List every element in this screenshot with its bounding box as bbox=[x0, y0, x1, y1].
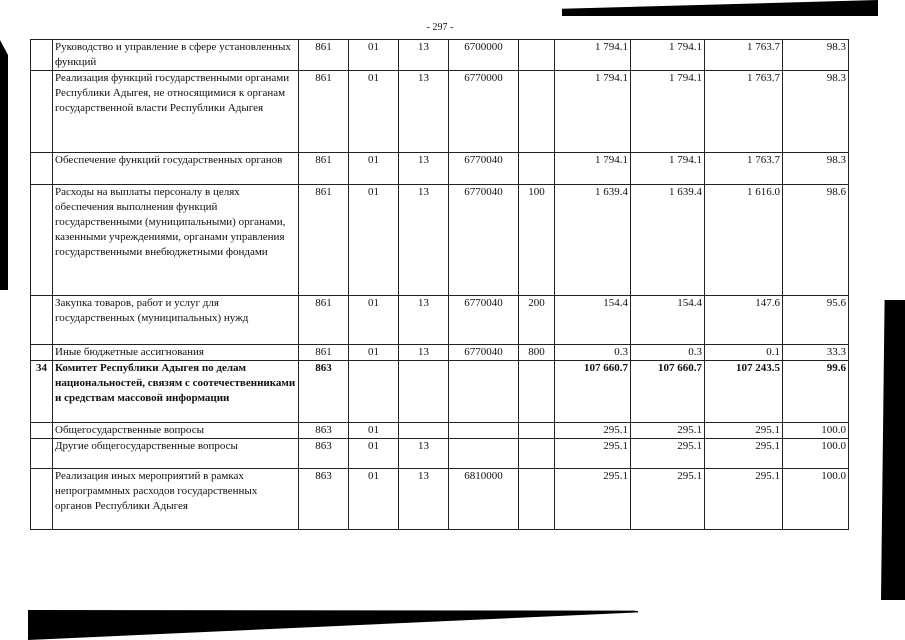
subsection-code: 13 bbox=[399, 469, 449, 530]
ved-code: 861 bbox=[299, 71, 349, 153]
section-code: 01 bbox=[349, 40, 399, 71]
row-name: Обеспечение функций государственных органов bbox=[53, 153, 299, 185]
subsection-code: 13 bbox=[399, 345, 449, 361]
row-name: Реализация иных мероприятий в рамках непрограммных расходов государственных органов Республики Адыгея bbox=[53, 469, 299, 530]
row-name: Расходы на выплаты персоналу в целях обеспечения выполнения функций государственными (муниципальными) органами, казенными учреждениями, органами управления государственными внебюджетными фондами bbox=[53, 185, 299, 296]
approved-amount: 295.1 bbox=[555, 423, 631, 439]
row-name: Руководство и управление в сфере установленных функций bbox=[53, 40, 299, 71]
row-number bbox=[31, 296, 53, 345]
subsection-code bbox=[399, 423, 449, 439]
executed-amount: 295.1 bbox=[705, 423, 783, 439]
executed-amount: 0.1 bbox=[705, 345, 783, 361]
row-number bbox=[31, 439, 53, 469]
ved-code: 861 bbox=[299, 185, 349, 296]
table-row bbox=[31, 469, 849, 530]
expense-type-code bbox=[519, 40, 555, 71]
execution-percent: 99.6 bbox=[783, 361, 849, 423]
executed-amount: 295.1 bbox=[705, 439, 783, 469]
scan-artifact-bottom bbox=[28, 610, 638, 640]
executed-amount: 1 763.7 bbox=[705, 71, 783, 153]
row-name: Иные бюджетные ассигнования bbox=[53, 345, 299, 361]
ved-code: 861 bbox=[299, 345, 349, 361]
expense-type-code: 100 bbox=[519, 185, 555, 296]
expense-type-code bbox=[519, 423, 555, 439]
revised-amount: 295.1 bbox=[631, 423, 705, 439]
section-code: 01 bbox=[349, 439, 399, 469]
row-number bbox=[31, 423, 53, 439]
section-code bbox=[349, 361, 399, 423]
expense-type-code bbox=[519, 153, 555, 185]
expense-type-code: 800 bbox=[519, 345, 555, 361]
section-code: 01 bbox=[349, 423, 399, 439]
subsection-code: 13 bbox=[399, 439, 449, 469]
target-article-code: 6770040 bbox=[449, 153, 519, 185]
ved-code: 863 bbox=[299, 469, 349, 530]
revised-amount: 295.1 bbox=[631, 439, 705, 469]
ved-code: 861 bbox=[299, 40, 349, 71]
section-code: 01 bbox=[349, 153, 399, 185]
execution-percent: 33.3 bbox=[783, 345, 849, 361]
subsection-code: 13 bbox=[399, 40, 449, 71]
executed-amount: 1 763.7 bbox=[705, 153, 783, 185]
ved-code: 863 bbox=[299, 439, 349, 469]
revised-amount: 1 794.1 bbox=[631, 71, 705, 153]
revised-amount: 154.4 bbox=[631, 296, 705, 345]
scan-artifact-left bbox=[0, 40, 8, 290]
target-article-code: 6770000 bbox=[449, 71, 519, 153]
executed-amount: 1 616.0 bbox=[705, 185, 783, 296]
table-row bbox=[31, 71, 849, 153]
executed-amount: 295.1 bbox=[705, 469, 783, 530]
ved-code: 861 bbox=[299, 296, 349, 345]
row-number bbox=[31, 71, 53, 153]
target-article-code bbox=[449, 423, 519, 439]
row-name: Закупка товаров, работ и услуг для государственных (муниципальных) нужд bbox=[53, 296, 299, 345]
row-number bbox=[31, 185, 53, 296]
section-code: 01 bbox=[349, 345, 399, 361]
subsection-code: 13 bbox=[399, 71, 449, 153]
row-name: Другие общегосударственные вопросы bbox=[53, 439, 299, 469]
execution-percent: 98.3 bbox=[783, 40, 849, 71]
revised-amount: 1 639.4 bbox=[631, 185, 705, 296]
page-number: - 297 - bbox=[426, 22, 454, 33]
ved-code: 863 bbox=[299, 423, 349, 439]
table-row bbox=[31, 296, 849, 345]
target-article-code bbox=[449, 439, 519, 469]
approved-amount: 1 794.1 bbox=[555, 71, 631, 153]
table-row bbox=[31, 361, 849, 423]
approved-amount: 107 660.7 bbox=[555, 361, 631, 423]
approved-amount: 1 794.1 bbox=[555, 153, 631, 185]
ved-code: 861 bbox=[299, 153, 349, 185]
scan-artifact-top bbox=[562, 0, 878, 16]
approved-amount: 1 639.4 bbox=[555, 185, 631, 296]
execution-percent: 100.0 bbox=[783, 439, 849, 469]
section-code: 01 bbox=[349, 71, 399, 153]
subsection-code: 13 bbox=[399, 296, 449, 345]
execution-percent: 98.3 bbox=[783, 153, 849, 185]
subsection-code bbox=[399, 361, 449, 423]
row-name: Реализация функций государственными органами Республики Адыгея, не относящимися к органам государственной власти Республики Адыгея bbox=[53, 71, 299, 153]
row-number: 34 bbox=[31, 361, 53, 423]
scan-artifact-right bbox=[881, 300, 905, 600]
ved-code: 863 bbox=[299, 361, 349, 423]
execution-percent: 100.0 bbox=[783, 469, 849, 530]
expense-type-code bbox=[519, 71, 555, 153]
approved-amount: 295.1 bbox=[555, 469, 631, 530]
approved-amount: 154.4 bbox=[555, 296, 631, 345]
table-row bbox=[31, 153, 849, 185]
section-code: 01 bbox=[349, 296, 399, 345]
row-number bbox=[31, 153, 53, 185]
section-code: 01 bbox=[349, 185, 399, 296]
section-code: 01 bbox=[349, 469, 399, 530]
row-number bbox=[31, 469, 53, 530]
revised-amount: 1 794.1 bbox=[631, 153, 705, 185]
execution-percent: 98.3 bbox=[783, 71, 849, 153]
row-name: Комитет Республики Адыгея по делам национальностей, связям с соотечественниками и средствам массовой информации bbox=[53, 361, 299, 423]
table-row bbox=[31, 423, 849, 439]
table-body bbox=[31, 40, 849, 530]
executed-amount: 107 243.5 bbox=[705, 361, 783, 423]
target-article-code bbox=[449, 361, 519, 423]
table-row bbox=[31, 345, 849, 361]
subsection-code: 13 bbox=[399, 153, 449, 185]
target-article-code: 6700000 bbox=[449, 40, 519, 71]
revised-amount: 1 794.1 bbox=[631, 40, 705, 71]
approved-amount: 1 794.1 bbox=[555, 40, 631, 71]
table-row bbox=[31, 40, 849, 71]
expense-type-code bbox=[519, 439, 555, 469]
row-name: Общегосударственные вопросы bbox=[53, 423, 299, 439]
subsection-code: 13 bbox=[399, 185, 449, 296]
budget-table bbox=[30, 39, 849, 530]
target-article-code: 6770040 bbox=[449, 185, 519, 296]
target-article-code: 6770040 bbox=[449, 345, 519, 361]
execution-percent: 98.6 bbox=[783, 185, 849, 296]
row-number bbox=[31, 40, 53, 71]
execution-percent: 100.0 bbox=[783, 423, 849, 439]
revised-amount: 295.1 bbox=[631, 469, 705, 530]
executed-amount: 147.6 bbox=[705, 296, 783, 345]
table-row bbox=[31, 439, 849, 469]
expense-type-code bbox=[519, 469, 555, 530]
executed-amount: 1 763.7 bbox=[705, 40, 783, 71]
revised-amount: 107 660.7 bbox=[631, 361, 705, 423]
execution-percent: 95.6 bbox=[783, 296, 849, 345]
row-number bbox=[31, 345, 53, 361]
approved-amount: 0.3 bbox=[555, 345, 631, 361]
approved-amount: 295.1 bbox=[555, 439, 631, 469]
expense-type-code bbox=[519, 361, 555, 423]
expense-type-code: 200 bbox=[519, 296, 555, 345]
revised-amount: 0.3 bbox=[631, 345, 705, 361]
target-article-code: 6810000 bbox=[449, 469, 519, 530]
target-article-code: 6770040 bbox=[449, 296, 519, 345]
table-row bbox=[31, 185, 849, 296]
